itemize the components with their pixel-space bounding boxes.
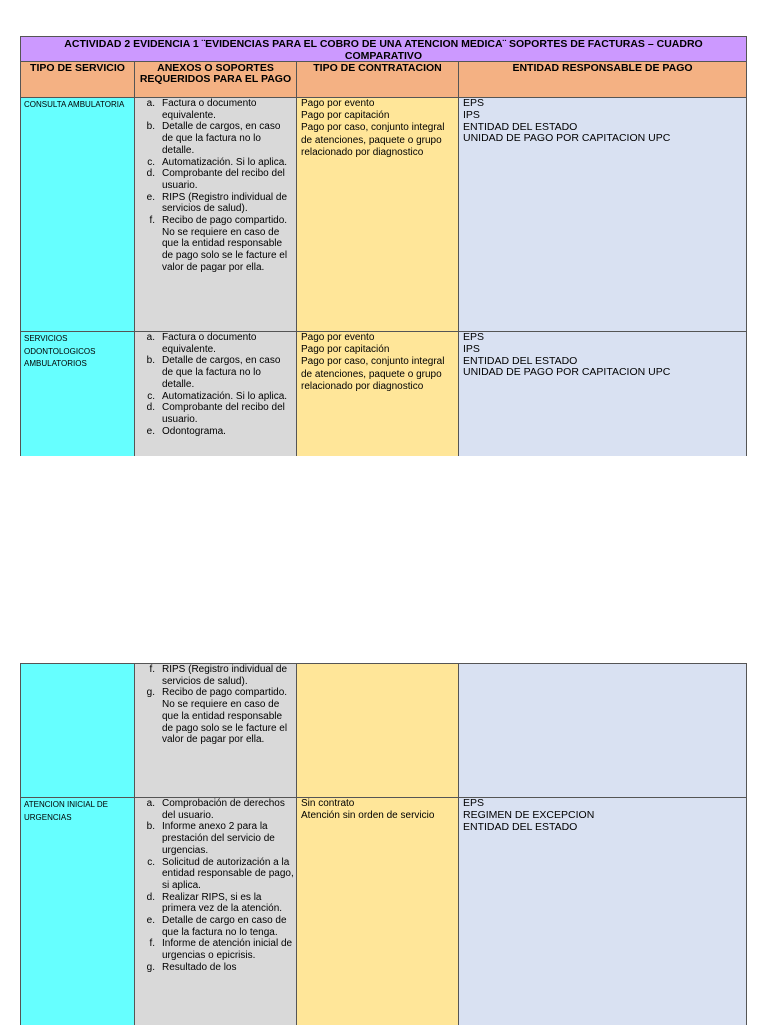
annex-item-text: Recibo de pago compartido. No se requiere en caso de que la entidad responsable de pago solo se le facture el valor de pagar por ella. bbox=[162, 687, 288, 746]
annex-item bbox=[137, 962, 294, 974]
annex-item-marker: d. bbox=[146, 168, 155, 180]
header-entidad: ENTIDAD RESPONSABLE DE PAGO bbox=[459, 62, 746, 98]
service-cell bbox=[21, 664, 135, 798]
annex-item-marker: a. bbox=[146, 798, 155, 809]
annex-item bbox=[137, 426, 294, 438]
annexes-cell bbox=[135, 332, 297, 456]
table-row bbox=[20, 332, 747, 456]
annex-item-marker: g. bbox=[146, 961, 155, 973]
annexes-cell bbox=[135, 798, 297, 1025]
annexes-cell bbox=[135, 98, 297, 332]
annex-item bbox=[137, 157, 294, 169]
annex-item bbox=[137, 192, 294, 215]
annex-item-text: Informe de atención inicial de urgencias o epicrisis. bbox=[162, 938, 293, 962]
cell-line: UNIDAD DE PAGO POR CAPITACION UPC bbox=[463, 132, 671, 145]
annex-item-marker: a. bbox=[146, 98, 155, 109]
annex-item-text: Factura o documento equivalente. bbox=[162, 98, 257, 121]
annex-item-marker: a. bbox=[146, 332, 155, 343]
annex-item bbox=[137, 121, 294, 156]
annex-item bbox=[137, 687, 294, 746]
cell-line: Pago por evento bbox=[301, 98, 375, 109]
annex-item-marker: c. bbox=[147, 856, 155, 868]
annex-item-marker: e. bbox=[146, 915, 155, 927]
header-anexos: ANEXOS O SOPORTES REQUERIDOS PARA EL PAGO bbox=[135, 62, 297, 98]
cell-line: Atención sin orden de servicio bbox=[301, 810, 435, 822]
annex-item bbox=[137, 664, 294, 687]
annex-item-text: Realizar RIPS, si es la primera vez de la atención. bbox=[162, 891, 283, 915]
annex-item bbox=[137, 402, 294, 425]
annex-item-marker: c. bbox=[147, 390, 155, 402]
annex-item-marker: d. bbox=[146, 891, 155, 903]
cell-line: EPS bbox=[463, 797, 485, 809]
cell-line: REGIMEN DE EXCEPCION bbox=[463, 808, 595, 821]
annex-item-marker: c. bbox=[147, 156, 155, 168]
annex-item-marker: b. bbox=[146, 821, 155, 833]
cell-line: Pago por capitación bbox=[301, 110, 390, 122]
payer-entity-cell bbox=[459, 332, 746, 456]
annex-item-text: Automatización. Si lo aplica. bbox=[162, 390, 288, 402]
annex-item-text: Recibo de pago compartido. No se requiere en caso de que la entidad responsable de pago solo se le facture el valor de pagar por ella. bbox=[162, 215, 288, 273]
cell-line: IPS bbox=[463, 342, 480, 355]
annex-item-text: RIPS (Registro individual de servicios de salud). bbox=[162, 191, 288, 215]
table-row bbox=[20, 798, 747, 1025]
header-tipo-servicio: TIPO DE SERVICIO bbox=[21, 62, 135, 98]
contract-type-cell bbox=[297, 98, 459, 332]
cell-line: IPS bbox=[463, 108, 480, 121]
annex-item-text: Automatización. Si lo aplica. bbox=[162, 156, 288, 168]
annex-item-text: Informe anexo 2 para la prestación del servicio de urgencias. bbox=[162, 821, 275, 856]
annexes-cell bbox=[135, 664, 297, 798]
service-cell: SERVICIOS ODONTOLOGICOS AMBULATORIOS bbox=[21, 332, 135, 456]
annex-item-marker: f. bbox=[149, 215, 155, 227]
annex-item-text: Comprobante del recibo del usuario. bbox=[162, 168, 285, 191]
payer-entity-cell bbox=[459, 798, 746, 1025]
cell-line: Pago por capitación bbox=[301, 344, 390, 356]
annex-item bbox=[137, 938, 294, 961]
annex-item bbox=[137, 821, 294, 856]
annex-item-marker: f. bbox=[149, 938, 155, 950]
annex-item-marker: d. bbox=[146, 402, 155, 414]
table-page-2 bbox=[20, 663, 747, 1025]
annex-item-marker: g. bbox=[146, 687, 155, 699]
annex-item bbox=[137, 168, 294, 191]
table-header-row bbox=[20, 62, 747, 98]
table-title: ACTIVIDAD 2 EVIDENCIA 1 ¨EVIDENCIAS PARA EL COBRO DE UNA ATENCION MEDICA¨ SOPORTES DE FACTURAS – CUADRO COMPARATIVO bbox=[20, 36, 747, 62]
annex-item bbox=[137, 915, 294, 938]
annex-item bbox=[137, 857, 294, 892]
cell-line: EPS bbox=[463, 97, 485, 109]
cell-line: Pago por caso, conjunto integral de atenciones, paquete o grupo relacionado por diagnostico bbox=[301, 356, 445, 392]
annex-item-text: RIPS (Registro individual de servicios de salud). bbox=[162, 664, 288, 687]
contract-type-cell bbox=[297, 798, 459, 1025]
annex-item bbox=[137, 892, 294, 915]
service-cell: ATENCION INICIAL DE URGENCIAS bbox=[21, 798, 135, 1025]
annex-item bbox=[137, 215, 294, 274]
cell-line: ENTIDAD DEL ESTADO bbox=[463, 354, 578, 367]
cell-line: Pago por evento bbox=[301, 332, 375, 343]
cell-line: ENTIDAD DEL ESTADO bbox=[463, 120, 578, 133]
cell-line: ENTIDAD DEL ESTADO bbox=[463, 820, 578, 833]
annex-item-text: Factura o documento equivalente. bbox=[162, 332, 257, 355]
annex-item-text: Resultado de los bbox=[162, 961, 237, 973]
annex-item-marker: b. bbox=[146, 121, 155, 133]
annex-item-text: Odontograma. bbox=[162, 425, 226, 437]
annex-item bbox=[137, 798, 294, 821]
payer-entity-cell bbox=[459, 98, 746, 332]
header-tipo-contratacion: TIPO DE CONTRATACION bbox=[297, 62, 459, 98]
annex-item-marker: b. bbox=[146, 355, 155, 367]
cell-line: EPS bbox=[463, 331, 485, 343]
annex-item-text: Detalle de cargo en caso de que la factura no lo tenga. bbox=[162, 915, 287, 938]
annex-item-text: Detalle de cargos, en caso de que la factura no lo detalle. bbox=[162, 121, 281, 156]
cell-line: Sin contrato bbox=[301, 798, 355, 809]
contract-type-cell bbox=[297, 664, 459, 798]
table-row bbox=[20, 664, 747, 798]
annex-item-text: Solicitud de autorización a la entidad responsable de pago, si aplica. bbox=[162, 856, 294, 891]
annex-item-text: Detalle de cargos, en caso de que la factura no lo detalle. bbox=[162, 355, 281, 390]
contract-type-cell bbox=[297, 332, 459, 456]
service-cell: CONSULTA AMBULATORIA bbox=[21, 98, 135, 332]
table-page-1 bbox=[20, 36, 747, 456]
annex-item bbox=[137, 98, 294, 121]
annex-item bbox=[137, 391, 294, 403]
cell-line: UNIDAD DE PAGO POR CAPITACION UPC bbox=[463, 366, 671, 379]
table-row bbox=[20, 98, 747, 332]
annex-item-marker: e. bbox=[146, 425, 155, 437]
annex-item-text: Comprobación de derechos del usuario. bbox=[162, 798, 285, 821]
annex-item bbox=[137, 332, 294, 355]
payer-entity-cell bbox=[459, 664, 746, 798]
annex-item bbox=[137, 355, 294, 390]
annex-item-text: Comprobante del recibo del usuario. bbox=[162, 402, 285, 425]
cell-line: Pago por caso, conjunto integral de atenciones, paquete o grupo relacionado por diagnostico bbox=[301, 122, 445, 158]
annex-item-marker: f. bbox=[149, 664, 155, 675]
annex-item-marker: e. bbox=[146, 191, 155, 203]
